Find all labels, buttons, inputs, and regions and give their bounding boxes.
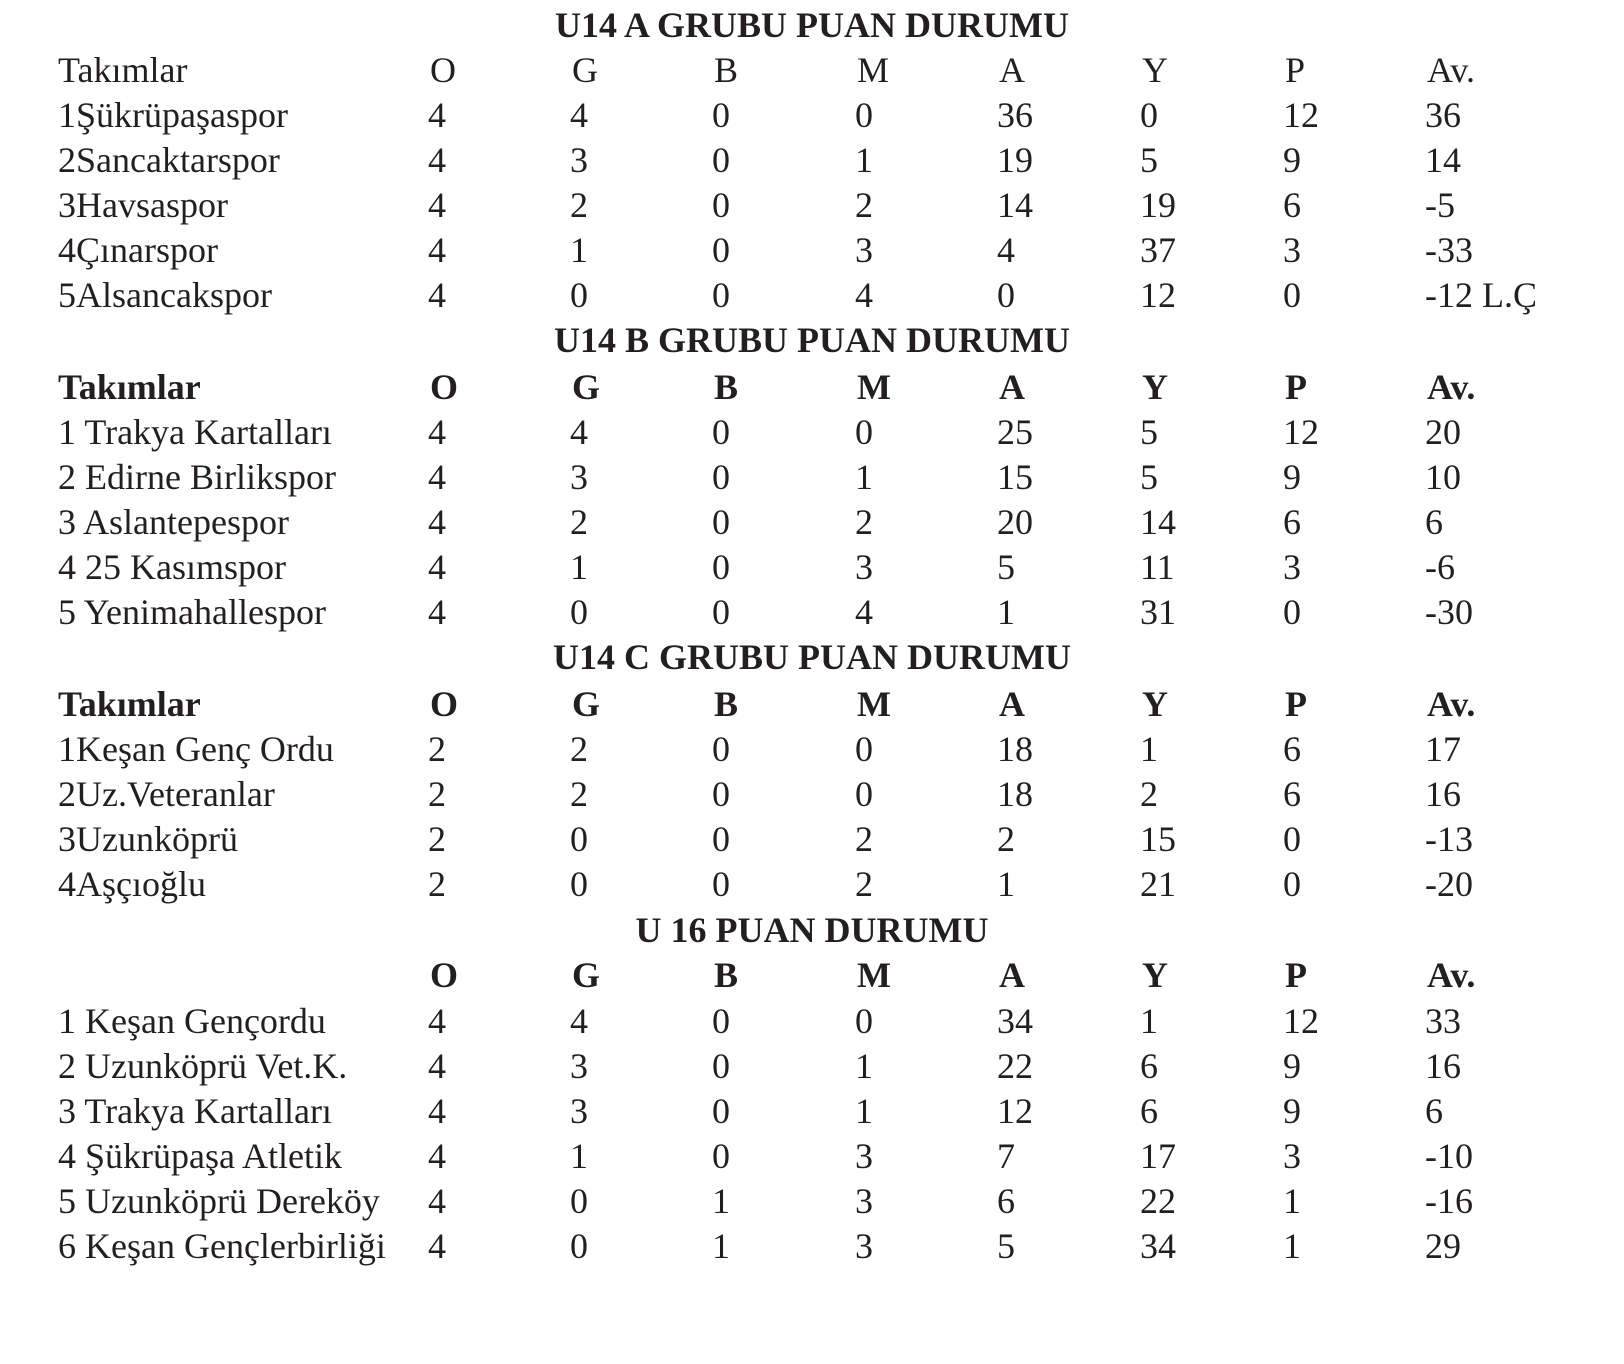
cell-won: 2 [570, 185, 588, 225]
cell-team: 3Uzunköprü [58, 819, 238, 859]
column-header-lost: M [857, 367, 891, 407]
cell-goals-for: 36 [997, 95, 1033, 135]
cell-played: 4 [428, 457, 446, 497]
section-title: U14 C GRUBU PUAN DURUMU [553, 637, 1071, 677]
cell-goal-difference: 6 [1425, 1091, 1443, 1131]
cell-played: 4 [428, 95, 446, 135]
column-header-goals-against: Y [1142, 50, 1168, 90]
column-header-team: Takımlar [58, 367, 201, 407]
cell-drawn: 0 [712, 592, 730, 632]
cell-points: 0 [1283, 592, 1301, 632]
cell-played: 4 [428, 275, 446, 315]
cell-won: 1 [570, 1136, 588, 1176]
cell-goals-against: 11 [1140, 547, 1175, 587]
column-header-goals-for: A [999, 50, 1025, 90]
cell-goals-for: 6 [997, 1181, 1015, 1221]
cell-played: 4 [428, 1091, 446, 1131]
cell-played: 4 [428, 140, 446, 180]
cell-team: 2Sancaktarspor [58, 140, 280, 180]
column-header-goal-difference: Av. [1427, 955, 1476, 995]
cell-drawn: 1 [712, 1181, 730, 1221]
column-header-goals-for: A [999, 367, 1025, 407]
section-title: U14 B GRUBU PUAN DURUMU [554, 320, 1070, 360]
cell-goals-against: 12 [1140, 275, 1176, 315]
cell-goals-for: 0 [997, 275, 1015, 315]
cell-goals-for: 1 [997, 592, 1015, 632]
cell-won: 3 [570, 457, 588, 497]
cell-goal-difference: -12 L.Ç [1425, 275, 1537, 315]
cell-goals-for: 14 [997, 185, 1033, 225]
cell-team: 3 Aslantepespor [58, 502, 289, 542]
cell-goal-difference: -30 [1425, 592, 1473, 632]
cell-goals-against: 21 [1140, 864, 1176, 904]
column-header-played: O [430, 955, 459, 995]
cell-goals-for: 7 [997, 1136, 1015, 1176]
column-header-team: Takımlar [58, 50, 188, 90]
column-header-won: G [572, 50, 598, 90]
cell-drawn: 0 [712, 774, 730, 814]
column-header-team: Takımlar [58, 684, 201, 724]
cell-played: 4 [428, 1226, 446, 1266]
cell-goal-difference: 29 [1425, 1226, 1461, 1266]
cell-goals-against: 5 [1140, 140, 1158, 180]
cell-points: 12 [1283, 95, 1319, 135]
cell-points: 0 [1283, 864, 1301, 904]
cell-points: 6 [1283, 774, 1301, 814]
cell-drawn: 0 [712, 275, 730, 315]
cell-lost: 0 [855, 95, 873, 135]
cell-points: 6 [1283, 729, 1301, 769]
cell-points: 9 [1283, 1046, 1301, 1086]
cell-goal-difference: -13 [1425, 819, 1473, 859]
cell-goal-difference: -33 [1425, 230, 1473, 270]
cell-goal-difference: 16 [1425, 774, 1461, 814]
cell-lost: 1 [855, 1046, 873, 1086]
cell-goals-against: 0 [1140, 95, 1158, 135]
column-header-played: O [430, 684, 459, 724]
cell-goals-for: 5 [997, 1226, 1015, 1266]
cell-played: 4 [428, 547, 446, 587]
cell-team: 4Aşçıoğlu [58, 864, 206, 904]
cell-points: 1 [1283, 1181, 1301, 1221]
cell-drawn: 0 [712, 230, 730, 270]
cell-points: 9 [1283, 457, 1301, 497]
cell-lost: 2 [855, 864, 873, 904]
cell-won: 3 [570, 140, 588, 180]
cell-drawn: 1 [712, 1226, 730, 1266]
cell-points: 6 [1283, 502, 1301, 542]
cell-drawn: 0 [712, 1136, 730, 1176]
cell-won: 0 [570, 275, 588, 315]
cell-points: 9 [1283, 140, 1301, 180]
column-header-drawn: B [714, 367, 739, 407]
cell-team: 4 25 Kasımspor [58, 547, 286, 587]
column-header-played: O [430, 367, 459, 407]
column-header-goals-for: A [999, 684, 1025, 724]
cell-points: 0 [1283, 275, 1301, 315]
cell-lost: 1 [855, 1091, 873, 1131]
cell-won: 1 [570, 230, 588, 270]
cell-drawn: 0 [712, 412, 730, 452]
cell-played: 4 [428, 185, 446, 225]
cell-goals-against: 34 [1140, 1226, 1176, 1266]
cell-goals-for: 12 [997, 1091, 1033, 1131]
column-header-points: P [1285, 367, 1307, 407]
cell-goal-difference: -10 [1425, 1136, 1473, 1176]
cell-played: 2 [428, 819, 446, 859]
cell-goals-against: 31 [1140, 592, 1176, 632]
cell-goal-difference: 17 [1425, 729, 1461, 769]
cell-goals-for: 25 [997, 412, 1033, 452]
column-header-won: G [572, 955, 601, 995]
cell-goal-difference: -6 [1425, 547, 1455, 587]
cell-points: 0 [1283, 819, 1301, 859]
cell-goals-for: 34 [997, 1001, 1033, 1041]
cell-team: 4 Şükrüpaşa Atletik [58, 1136, 342, 1176]
cell-played: 4 [428, 502, 446, 542]
cell-goals-against: 6 [1140, 1046, 1158, 1086]
column-header-points: P [1285, 955, 1307, 995]
cell-lost: 4 [855, 275, 873, 315]
cell-drawn: 0 [712, 547, 730, 587]
cell-won: 3 [570, 1046, 588, 1086]
cell-goal-difference: 14 [1425, 140, 1461, 180]
cell-won: 0 [570, 1226, 588, 1266]
cell-lost: 1 [855, 140, 873, 180]
cell-team: 1Şükrüpaşaspor [58, 95, 288, 135]
cell-points: 3 [1283, 1136, 1301, 1176]
cell-goals-for: 22 [997, 1046, 1033, 1086]
cell-lost: 0 [855, 412, 873, 452]
cell-goals-for: 19 [997, 140, 1033, 180]
cell-won: 0 [570, 592, 588, 632]
cell-goal-difference: 20 [1425, 412, 1461, 452]
cell-goals-against: 2 [1140, 774, 1158, 814]
column-header-played: O [430, 50, 456, 90]
cell-drawn: 0 [712, 502, 730, 542]
cell-goals-against: 5 [1140, 412, 1158, 452]
column-header-points: P [1285, 684, 1307, 724]
cell-played: 2 [428, 864, 446, 904]
cell-lost: 4 [855, 592, 873, 632]
cell-goals-against: 5 [1140, 457, 1158, 497]
cell-goal-difference: -5 [1425, 185, 1455, 225]
cell-won: 0 [570, 864, 588, 904]
cell-points: 1 [1283, 1226, 1301, 1266]
cell-lost: 3 [855, 1136, 873, 1176]
cell-goals-for: 18 [997, 774, 1033, 814]
cell-goals-against: 6 [1140, 1091, 1158, 1131]
section-title: U14 A GRUBU PUAN DURUMU [555, 5, 1069, 45]
cell-won: 4 [570, 1001, 588, 1041]
cell-team: 5 Uzunköprü Dereköy [58, 1181, 380, 1221]
cell-played: 4 [428, 1001, 446, 1041]
cell-goals-for: 2 [997, 819, 1015, 859]
cell-drawn: 0 [712, 1091, 730, 1131]
cell-lost: 0 [855, 729, 873, 769]
cell-goal-difference: 10 [1425, 457, 1461, 497]
cell-drawn: 0 [712, 1046, 730, 1086]
cell-goals-for: 1 [997, 864, 1015, 904]
cell-played: 4 [428, 592, 446, 632]
column-header-goal-difference: Av. [1427, 367, 1476, 407]
column-header-drawn: B [714, 684, 739, 724]
cell-goals-for: 4 [997, 230, 1015, 270]
cell-team: 2Uz.Veteranlar [58, 774, 275, 814]
cell-played: 4 [428, 1181, 446, 1221]
cell-goal-difference: 33 [1425, 1001, 1461, 1041]
column-header-goals-against: Y [1142, 955, 1168, 995]
cell-drawn: 0 [712, 95, 730, 135]
cell-team: 3Havsaspor [58, 185, 228, 225]
cell-goals-against: 37 [1140, 230, 1176, 270]
cell-lost: 0 [855, 774, 873, 814]
cell-won: 2 [570, 729, 588, 769]
cell-won: 4 [570, 412, 588, 452]
column-header-lost: M [857, 50, 890, 90]
cell-goal-difference: -16 [1425, 1181, 1473, 1221]
cell-lost: 0 [855, 1001, 873, 1041]
cell-won: 0 [570, 819, 588, 859]
cell-lost: 3 [855, 547, 873, 587]
cell-points: 3 [1283, 547, 1301, 587]
cell-team: 5Alsancakspor [58, 275, 272, 315]
column-header-won: G [572, 367, 601, 407]
cell-won: 2 [570, 502, 588, 542]
cell-played: 4 [428, 230, 446, 270]
cell-drawn: 0 [712, 819, 730, 859]
cell-team: 2 Uzunköprü Vet.K. [58, 1046, 348, 1086]
column-header-goal-difference: Av. [1427, 684, 1476, 724]
cell-lost: 1 [855, 457, 873, 497]
cell-played: 2 [428, 774, 446, 814]
column-header-goals-for: A [999, 955, 1025, 995]
cell-goals-against: 22 [1140, 1181, 1176, 1221]
cell-goals-for: 15 [997, 457, 1033, 497]
cell-goals-against: 15 [1140, 819, 1176, 859]
cell-drawn: 0 [712, 140, 730, 180]
cell-played: 4 [428, 1136, 446, 1176]
cell-lost: 3 [855, 1181, 873, 1221]
column-header-goal-difference: Av. [1427, 50, 1475, 90]
column-header-goals-against: Y [1142, 367, 1168, 407]
cell-drawn: 0 [712, 185, 730, 225]
cell-team: 5 Yenimahallespor [58, 592, 326, 632]
cell-team: 1 Trakya Kartalları [58, 412, 332, 452]
cell-drawn: 0 [712, 457, 730, 497]
cell-points: 9 [1283, 1091, 1301, 1131]
cell-points: 12 [1283, 412, 1319, 452]
cell-played: 2 [428, 729, 446, 769]
cell-played: 4 [428, 412, 446, 452]
cell-goals-against: 1 [1140, 729, 1158, 769]
cell-lost: 2 [855, 185, 873, 225]
cell-goals-against: 17 [1140, 1136, 1176, 1176]
column-header-drawn: B [714, 50, 739, 90]
cell-goals-against: 19 [1140, 185, 1176, 225]
column-header-won: G [572, 684, 601, 724]
cell-goal-difference: -20 [1425, 864, 1473, 904]
cell-drawn: 0 [712, 729, 730, 769]
column-header-goals-against: Y [1142, 684, 1168, 724]
section-title: U 16 PUAN DURUMU [635, 910, 989, 950]
cell-team: 3 Trakya Kartalları [58, 1091, 332, 1131]
cell-goal-difference: 36 [1425, 95, 1461, 135]
column-header-lost: M [857, 955, 891, 995]
column-header-drawn: B [714, 955, 739, 995]
cell-goal-difference: 6 [1425, 502, 1443, 542]
column-header-lost: M [857, 684, 891, 724]
cell-won: 0 [570, 1181, 588, 1221]
cell-points: 12 [1283, 1001, 1319, 1041]
cell-points: 6 [1283, 185, 1301, 225]
cell-goals-against: 14 [1140, 502, 1176, 542]
cell-goals-for: 20 [997, 502, 1033, 542]
cell-played: 4 [428, 1046, 446, 1086]
cell-drawn: 0 [712, 864, 730, 904]
cell-team: 4Çınarspor [58, 230, 218, 270]
column-header-points: P [1285, 50, 1306, 90]
cell-goal-difference: 16 [1425, 1046, 1461, 1086]
cell-lost: 2 [855, 502, 873, 542]
cell-won: 2 [570, 774, 588, 814]
cell-goals-for: 18 [997, 729, 1033, 769]
cell-team: 1Keşan Genç Ordu [58, 729, 334, 769]
cell-goals-against: 1 [1140, 1001, 1158, 1041]
cell-team: 1 Keşan Gençordu [58, 1001, 326, 1041]
cell-drawn: 0 [712, 1001, 730, 1041]
cell-team: 6 Keşan Gençlerbirliği [58, 1226, 386, 1266]
cell-team: 2 Edirne Birlikspor [58, 457, 336, 497]
cell-won: 3 [570, 1091, 588, 1131]
cell-lost: 3 [855, 1226, 873, 1266]
cell-goals-for: 5 [997, 547, 1015, 587]
cell-won: 1 [570, 547, 588, 587]
cell-lost: 3 [855, 230, 873, 270]
cell-won: 4 [570, 95, 588, 135]
cell-lost: 2 [855, 819, 873, 859]
cell-points: 3 [1283, 230, 1301, 270]
